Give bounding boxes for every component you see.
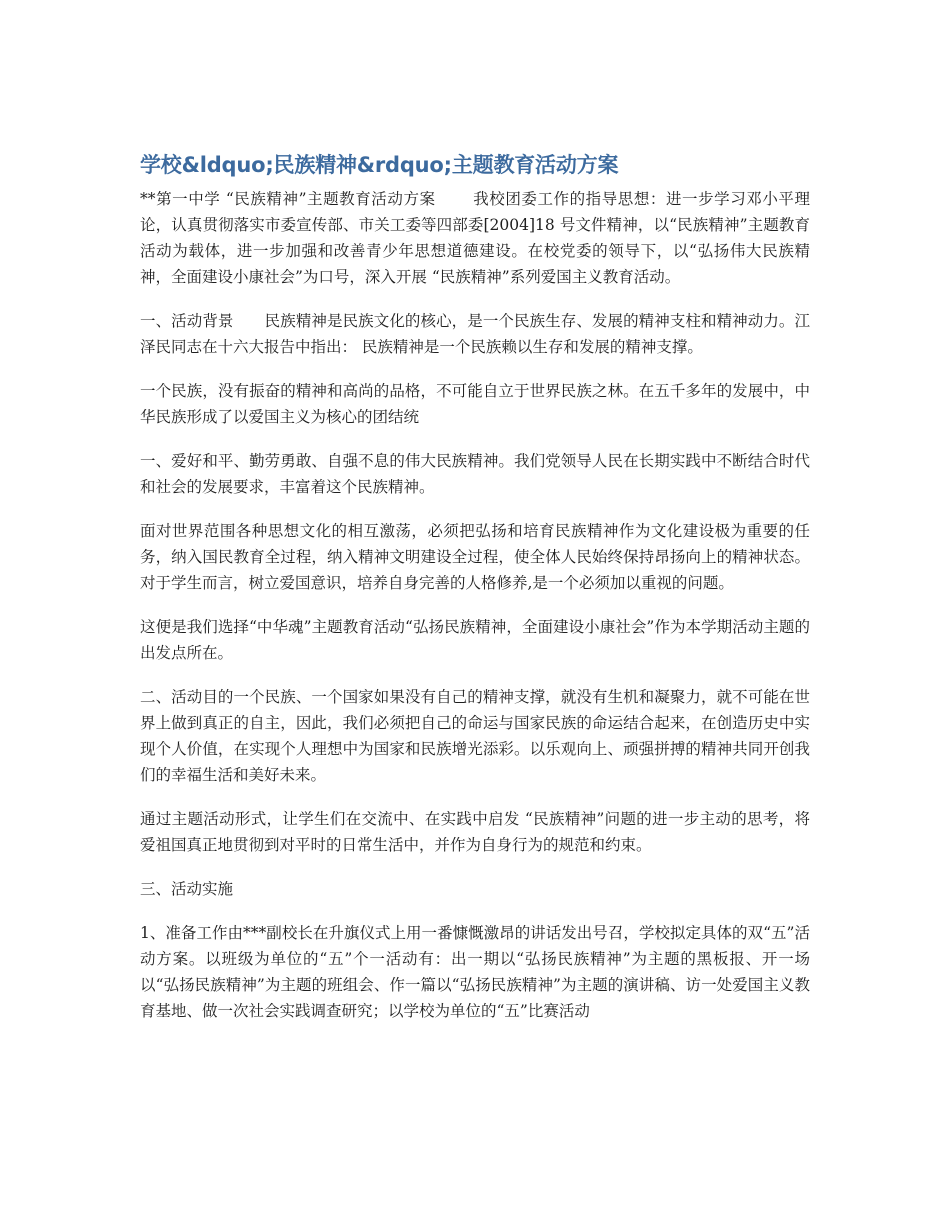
paragraph-culture-tasks: 面对世界范围各种思想文化的相互激荡，必须把弘扬和培育民族精神作为文化建设极为重要的任务，纳入国民教育全过程，纳入精神文明建设全过程，使全体人民始终保持昂扬向上的精神状态。对于学生而言，树立爱国意识，培养自身完善的人格修养,是一个必须加以重视的问题。 [140,522,810,592]
paragraph-activity-form: 通过主题活动形式，让学生们在交流中、在实践中启发 “民族精神”问题的进一步主动的思考，将爱祖国真正地贯彻到对平时的日常生活中，并作为自身行为的规范和约束。 [140,810,810,854]
paragraph-activity-purpose: 二、活动目的一个民族、一个国家如果没有自己的精神支撑，就没有生机和凝聚力，就不可能在世界上做到真正的自主，因此，我们必须把自己的命运与国家民族的命运结合起来，在创造历史中实现个人价值，在实现个人理想中为国家和民族增光添彩。以乐观向上、顽强拼搏的精神共同开创我们的幸福生活和美好未来。 [140,688,810,784]
paragraph-peace-courage: 一、爱好和平、勤劳勇敢、自强不息的伟大民族精神。我们党领导人民在长期实践中不断结合时代和社会的发展要求，丰富着这个民族精神。 [140,452,810,496]
document-title: 学校&ldquo;民族精神&rdquo;主题教育活动方案 [140,153,619,177]
paragraph-national-spirit: 一个民族，没有振奋的精神和高尚的品格，不可能自立于世界民族之林。在五千多年的发展中，中华民族形成了以爱国主义为核心的团结统 [140,382,810,426]
paragraph-theme-choice: 这便是我们选择“中华魂”主题教育活动“弘扬民族精神，全面建设小康社会”作为本学期活动主题的出发点所在。 [140,618,810,662]
section-heading-implementation: 三、活动实施 [140,880,234,898]
paragraph-intro: **第一中学 “民族精神”主题教育活动方案 我校团委工作的指导思想：进一步学习邓小平理论，认真贯彻落实市委宣传部、市关工委等四部委[2004]18 号文件精神，以“民族精神”主题教育活动为载体，进一步加强和改善青少年思想道德建设。在校党委的领导下，以“弘扬伟大民族精神，全面建设小康社会”为口号，深入开展 “民族精神”系列爱国主义教育活动。 [140,190,810,286]
paragraph-preparation: 1、准备工作由***副校长在升旗仪式上用一番慷慨激昂的讲话发出号召，学校拟定具体的双“五”活动方案。以班级为单位的“五”个一活动有：出一期以“弘扬民族精神”为主题的黑板报、开一场以“弘扬民族精神”为主题的班组会、作一篇以“弘扬民族精神”为主题的演讲稿、访一处爱国主义教育基地、做一次社会实践调查研究；以学校为单位的“五”比赛活动 [140,924,810,1020]
document-page [140,150,810,1042]
paragraph-background: 一、活动背景 民族精神是民族文化的核心，是一个民族生存、发展的精神支柱和精神动力。江泽民同志在十六大报告中指出： 民族精神是一个民族赖以生存和发展的精神支撑。 [140,312,810,356]
